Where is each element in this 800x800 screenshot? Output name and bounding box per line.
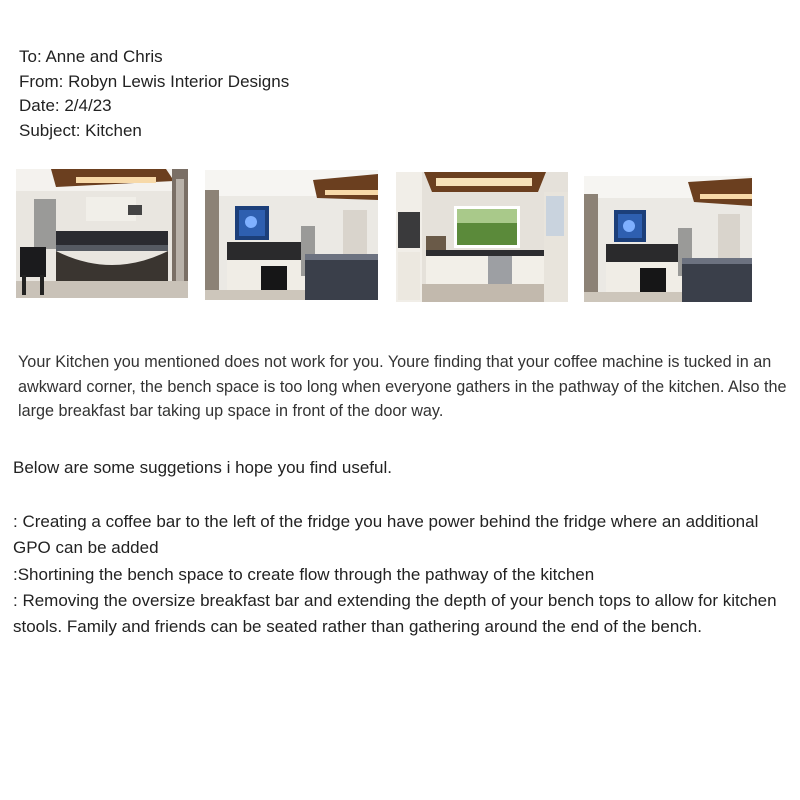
- kitchen-photo-1: [16, 169, 188, 298]
- intro-paragraph: Your Kitchen you mentioned does not work for you. Youre finding that your coffee machine is tucked in an awkward corner, the bench space is too long when everyone gathers in the pathway of the kitchen. Also the large breakfast bar taking up space in front of the door way.: [18, 353, 787, 420]
- suggestions-lead: Below are some suggetions i hope you find useful.: [13, 458, 392, 477]
- suggestion-item: :Shortining the bench space to create flow through the pathway of the kitchen: [13, 564, 595, 584]
- memo-from: From: Robyn Lewis Interior Designs: [19, 71, 290, 91]
- memo-header: [19, 45, 289, 143]
- suggestion-item: : Removing the oversize breakfast bar and extending the depth of your bench tops to allow for kitchen stools. Family and friends can be seated rather than gathering around the end of the bench.: [13, 590, 777, 637]
- kitchen-photo-3: [396, 172, 568, 302]
- suggestions-list: [13, 509, 783, 640]
- memo-date: Date: 2/4/23: [19, 96, 112, 115]
- suggestion-item: : Creating a coffee bar to the left of the fridge you have power behind the fridge where an additional GPO can be added: [13, 512, 759, 558]
- kitchen-photo-4: [584, 176, 752, 302]
- kitchen-photo-2: [205, 170, 378, 300]
- memo-subject: Subject: Kitchen: [19, 120, 142, 140]
- memo-to: To: Anne and Chris: [19, 47, 163, 66]
